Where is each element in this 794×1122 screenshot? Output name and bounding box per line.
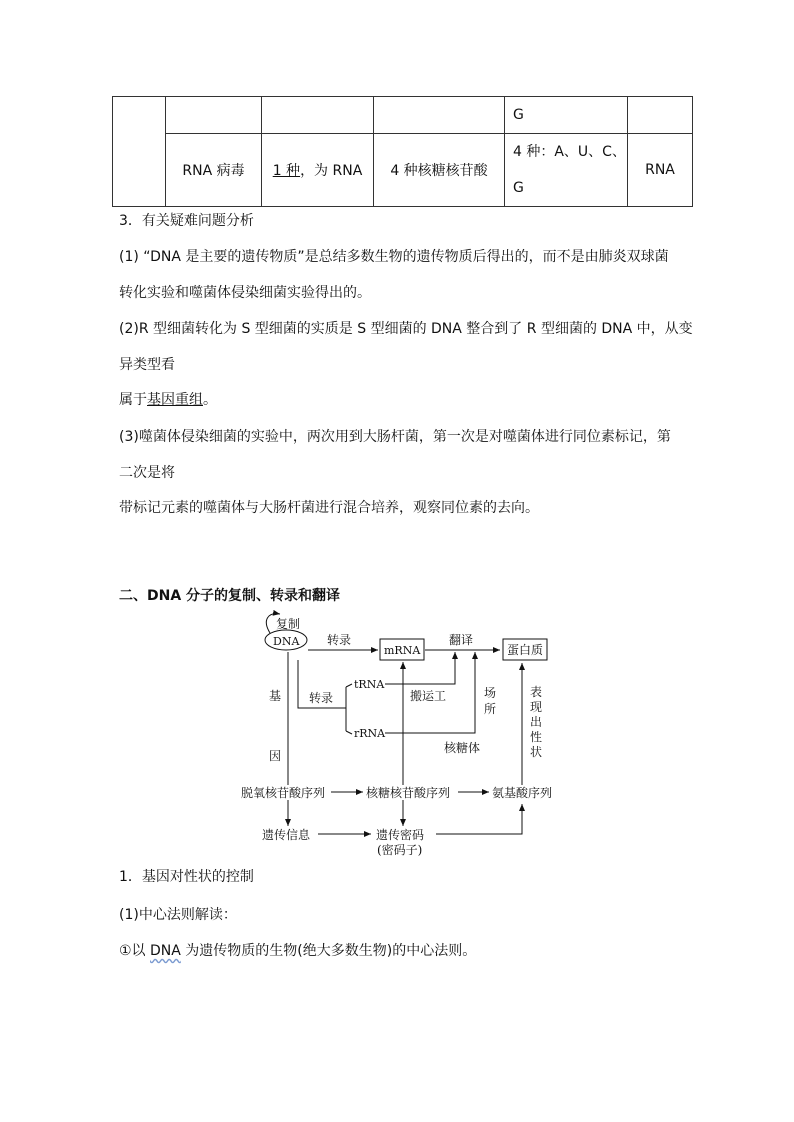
label-aa-seq: 氨基酸序列 (492, 786, 553, 800)
paragraph-line: 二次是将 (119, 465, 175, 481)
label-translation: 翻译 (449, 633, 474, 647)
paragraph-line: 带标记元素的噬菌体与大肠杆菌进行混合培养，观察同位素的去向。 (119, 500, 539, 516)
subsection-title: 1．基因对性状的控制 (119, 869, 254, 885)
text-span: 为遗传物质的生物(绝大多数生物)的中心法则。 (180, 943, 477, 959)
label-transcription-mid: 转录 (309, 691, 334, 705)
table-cell-organism: RNA 病毒 (166, 134, 262, 207)
label-phenotype-2: 出 (530, 715, 543, 729)
label-protein: 蛋白质 (507, 643, 544, 657)
label-replication: 复制 (276, 617, 301, 631)
section-title: 3．有关疑难问题分析 (119, 213, 254, 229)
label-codon: (密码子) (377, 843, 423, 857)
label-gene-2: 因 (269, 749, 282, 763)
label-mrna: mRNA (384, 644, 421, 657)
text-span: ①以 (119, 943, 151, 959)
label-ribo-seq: 核糖核苷酸序列 (366, 786, 451, 800)
label-phenotype-4: 状 (530, 745, 543, 759)
label-ribosome: 核糖体 (444, 741, 481, 755)
label-gene-1: 基 (269, 689, 282, 703)
label-trna: tRNA (354, 678, 385, 691)
table-cell-genetic-material: RNA (628, 134, 693, 207)
paragraph-line: (2)R 型细菌转化为 S 型细菌的实质是 S 型细菌的 DNA 整合到了 R 型细菌的 DNA 中，从变 (119, 321, 693, 337)
bases-line-2: G (513, 180, 524, 196)
bases-line-1: 4 种：A、U、C、 (513, 144, 626, 160)
paragraph-line (119, 940, 476, 960)
code-aa-arrow (436, 804, 522, 834)
underlined-answer: 基因重组 (147, 392, 203, 408)
paragraph-line: 转化实验和噬菌体侵染细菌实验得出的。 (119, 285, 371, 301)
paragraph-line: (1) “DNA 是主要的遗传物质”是总结多数生物的遗传物质后得出的，而不是由肺炎双球菌 (119, 249, 669, 265)
text-span: 。 (203, 392, 217, 408)
paragraph-line: (3)噬菌体侵染细菌的实验中，两次用到大肠杆菌，第一次是对噬菌体进行同位素标记，第 (119, 429, 671, 445)
text-span: 属于 (119, 392, 147, 408)
nucleic-acid-text: ，为 RNA (300, 163, 363, 179)
paragraph-line: (1)中心法则解读： (119, 907, 237, 923)
rna-branch-tick (346, 684, 352, 687)
label-genetic-code: 遗传密码 (376, 828, 425, 842)
table-cell-bases: G (505, 97, 628, 134)
label-genetic-info: 遗传信息 (262, 828, 311, 842)
paragraph-line: 异类型看 (119, 357, 175, 373)
rna-branch-tick (346, 731, 352, 734)
label-dna: DNA (273, 635, 300, 648)
section-heading: 二、DNA 分子的复制、转录和翻译 (119, 588, 341, 604)
label-phenotype-1: 现 (530, 700, 543, 714)
label-rrna: rRNA (354, 727, 386, 740)
label-transcription-top: 转录 (327, 633, 352, 647)
label-phenotype-0: 表 (530, 685, 543, 699)
underlined-term: DNA (150, 943, 181, 959)
label-deoxy-seq: 脱氧核苷酸序列 (241, 786, 326, 800)
label-site-2: 所 (484, 702, 497, 716)
underlined-count: 1 种 (272, 163, 301, 179)
label-phenotype-3: 性 (530, 730, 543, 744)
label-site-1: 场 (484, 686, 497, 700)
label-carrier: 搬运工 (410, 689, 447, 703)
table-cell-nucleotides: 4 种核糖核苷酸 (374, 134, 505, 207)
